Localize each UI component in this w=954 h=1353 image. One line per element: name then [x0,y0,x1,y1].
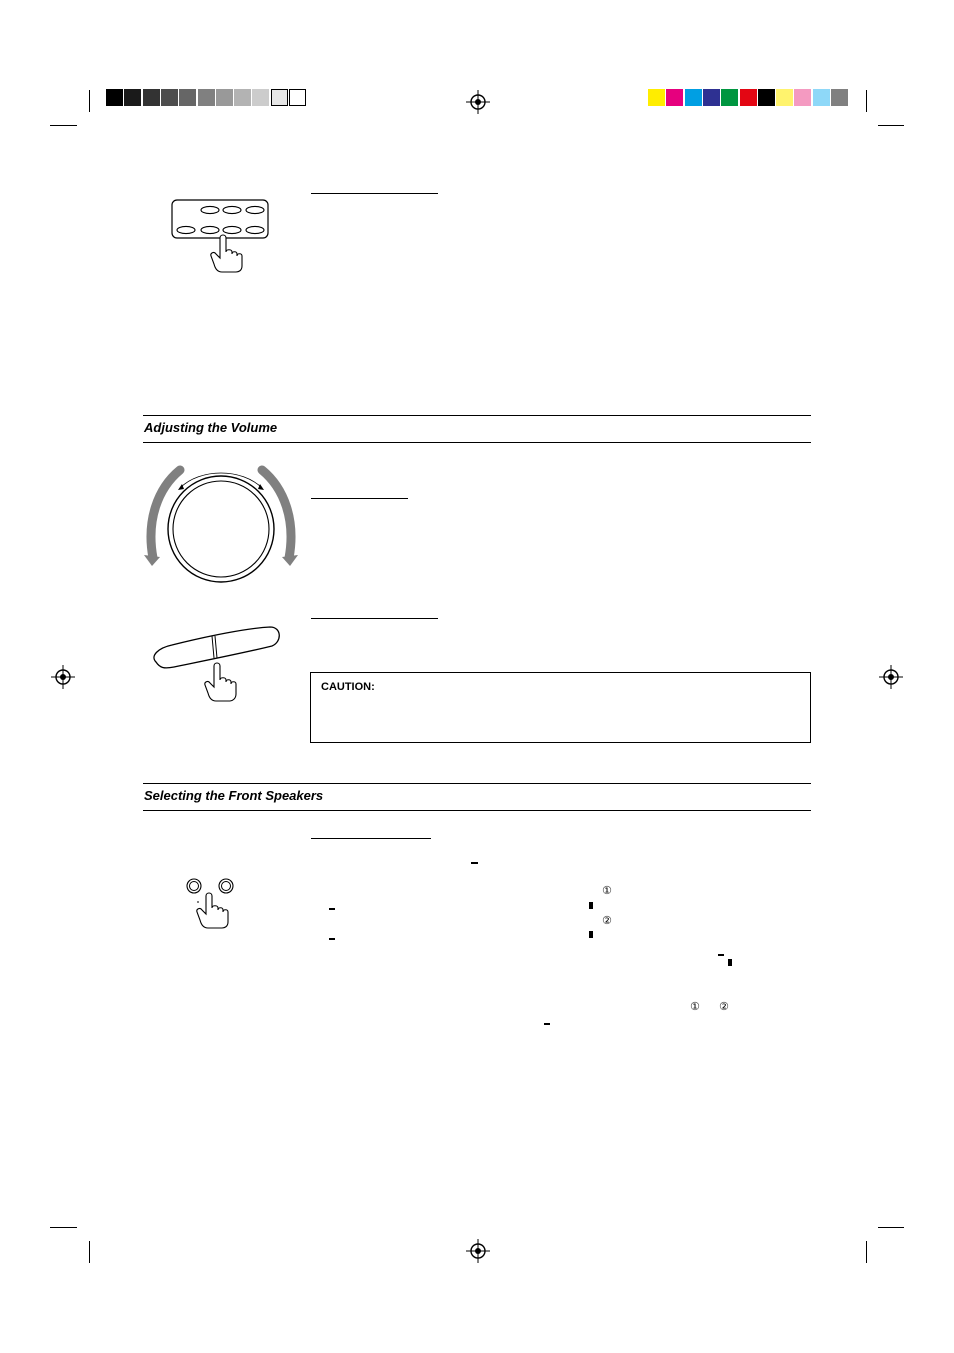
subheading-underline [311,193,438,194]
crosshair-icon [466,1239,490,1263]
crosshair-icon [466,90,490,114]
hand-pointer-icon [205,663,236,701]
caution-label: CAUTION: [321,681,375,693]
text-mark [329,908,335,910]
muting-button-icon [148,622,284,706]
crop-mark [50,1227,77,1228]
text-mark [728,959,732,966]
step-marker-1: ① [690,1000,700,1013]
color-swatch [179,89,196,106]
step-marker-2: ② [719,1000,729,1013]
crop-mark [878,125,904,126]
color-swatch [648,89,665,106]
text-mark [718,954,724,956]
crop-mark [866,90,867,112]
color-swatch [813,89,830,106]
subheading-underline [311,838,431,839]
step-marker-2: ② [602,914,612,927]
color-swatch [216,89,233,106]
color-swatch [831,89,848,106]
subheading-underline [311,498,408,499]
section-rule [143,415,811,416]
color-swatch [106,89,123,106]
step-marker-1: ① [602,884,612,897]
text-mark [544,1023,550,1025]
crop-mark [50,125,77,126]
color-swatch [666,89,683,106]
color-swatch [161,89,178,106]
color-swatch [740,89,757,106]
hand-pointer-icon [197,893,228,928]
text-mark [471,862,478,864]
color-swatch [271,89,288,106]
text-mark [589,931,593,938]
section-rule [143,810,811,811]
hand-pointer-icon [211,235,242,272]
text-mark [589,902,593,909]
section-title-speakers: Selecting the Front Speakers [144,788,324,803]
color-swatch [234,89,251,106]
crop-mark [89,90,90,112]
volume-knob-icon [140,458,302,586]
crop-mark [878,1227,904,1228]
color-swatch [198,89,215,106]
crop-mark [866,1241,867,1263]
section-rule [143,442,811,443]
color-swatch [143,89,160,106]
crosshair-icon [879,665,903,689]
section-rule [143,783,811,784]
color-swatch [124,89,141,106]
speaker-button-icon [182,874,242,930]
color-swatch [794,89,811,106]
color-swatch [758,89,775,106]
crosshair-icon [51,665,75,689]
caution-box [310,672,811,743]
color-swatch [289,89,306,106]
color-swatch [252,89,269,106]
subheading-underline [311,618,438,619]
button-panel-illustration [170,198,270,274]
color-swatch [776,89,793,106]
color-swatch [685,89,702,106]
text-mark [329,938,335,940]
crop-mark [89,1241,90,1263]
color-swatch [703,89,720,106]
section-title-volume: Adjusting the Volume [144,420,278,435]
color-swatch [721,89,738,106]
